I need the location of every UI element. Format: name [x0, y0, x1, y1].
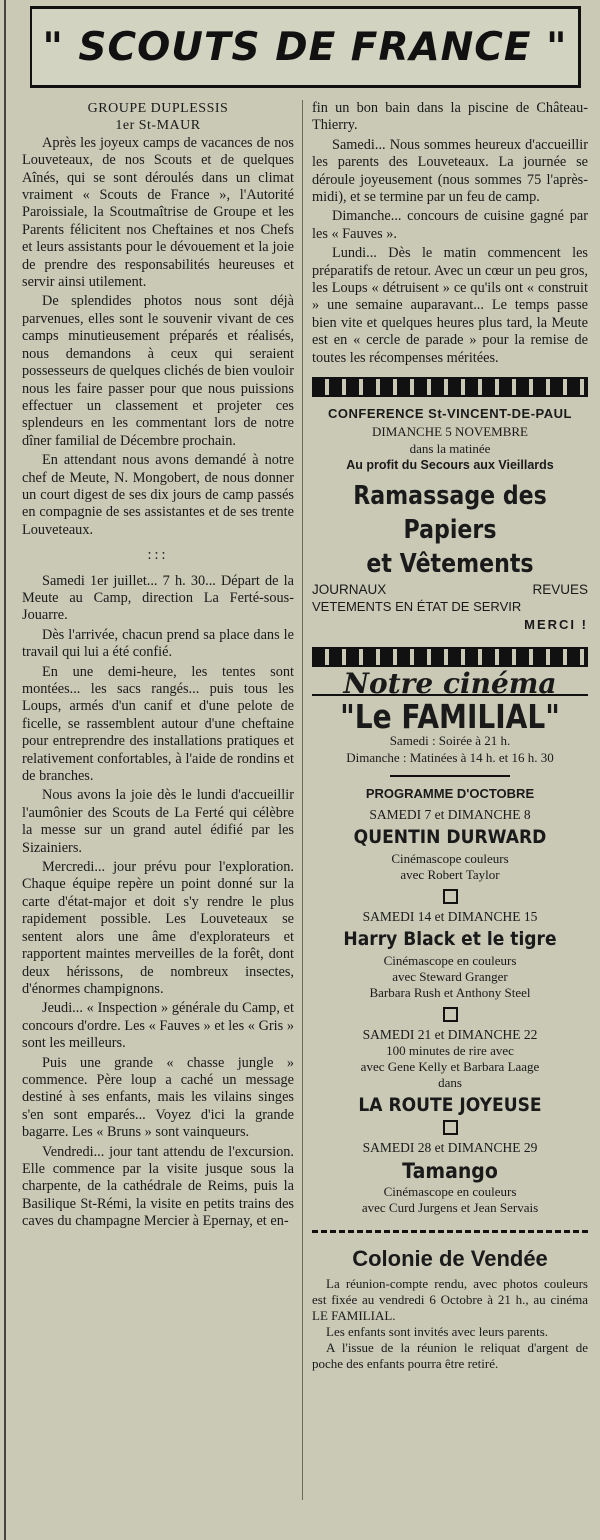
article-paragraph: Samedi... Nous sommes heureux d'accueillir les parents des Louveteaux. La journée se déroule joyeusement (nous sommes 75 l'après-midi), et se termine par un feu de camp. — [312, 136, 588, 206]
article-paragraph: Samedi 1er juillet... 7 h. 30... Départ de la Meute au Camp, direction La Ferté-sous-Jouarre. — [22, 572, 294, 624]
subgroup-name: 1er St-MAUR — [115, 118, 201, 134]
colonie-paragraph: Les enfants sont invités avec leurs parents. — [326, 1323, 549, 1339]
programme-title: PROGRAMME D'OCTOBRE — [365, 785, 535, 801]
cinema-hours-saturday: Samedi : Soirée à 21 h. — [389, 732, 511, 748]
film-description: 100 minutes de rire avec — [386, 1043, 514, 1058]
film-date: SAMEDI 28 et DIMANCHE 29 — [362, 1140, 538, 1156]
film-cast: avec Curd Jurgens et Jean Servais — [361, 1200, 539, 1216]
film-cast: avec Robert Taylor — [400, 866, 500, 882]
article-paragraph: Vendredi... jour tant attendu de l'excursion. Elle commence par la visite jusque sous la charpente, de la cathédrale de Reims, puis la Basilique St-Rémi, la visite en petits trains des caves du champagne Mercier à Epernay, et en- — [22, 1143, 294, 1230]
film-description: Cinémascope en couleurs — [383, 1184, 517, 1200]
article-paragraph: Nous avons la joie dès le lundi d'accueillir l'aumônier des Scouts de La Ferté qui célèbre la messe sur un grand autel édifié par les Sizainiers. — [22, 787, 294, 856]
film-cast: avec Gene Kelly et Barbara Laage — [360, 1059, 540, 1074]
page-edge-rule — [4, 0, 6, 1540]
article-paragraph: Puis une grande « chasse jungle » commence. Père loup a caché un message destiné à ses enfants, mais les vilains singes s'en sont emparés... Voyez d'ici la grande bagarre. Les « Bruns » sont vainqueurs. — [22, 1054, 294, 1141]
film-date: SAMEDI 14 et DIMANCHE 15 — [362, 908, 538, 924]
column-divider — [302, 100, 303, 1500]
merci-text: MERCI ! — [524, 616, 588, 632]
collection-line: VETEMENTS EN ÉTAT DE SERVIR — [312, 599, 522, 615]
left-column — [22, 100, 294, 1233]
article-paragraph: De splendides photos nous sont déjà parvenues, elles sont le souvenir vivant de ces camps minutieusement préparés et réalisés, nous demandons à ceux qui seraient possesseurs de quelques clichés de bien vouloir nous les faire passer pour que nous puissions effectuer un classement et projeter ces splendeurs en les commentant lors de notre dîner familial de Décembre prochain. — [22, 293, 294, 449]
conference-notice — [312, 405, 588, 633]
collection-headline: Ramassage des Papiers — [353, 480, 547, 545]
colonie-paragraph: A l'issue de la réunion le reliquat d'argent de poche des enfants pourra être retiré. — [312, 1339, 588, 1371]
cinema-section — [312, 666, 588, 1216]
film-title: Tamango — [402, 1158, 498, 1183]
colonie-paragraph: La réunion-compte rendu, avec photos couleurs est fixée au vendredi 6 Octobre à 21 h., au cinéma LE FAMILIAL. — [312, 1275, 588, 1323]
film-dans: dans — [438, 1075, 462, 1090]
collection-item-left: JOURNAUX — [312, 581, 387, 597]
collection-headline-2: et Vêtements — [366, 548, 534, 579]
conference-when: dans la matinée — [409, 440, 491, 456]
square-bullet-icon — [443, 1120, 458, 1135]
conference-title: CONFERENCE St-VINCENT-DE-PAUL — [328, 406, 572, 422]
film-cast-2: Barbara Rush et Anthony Steel — [369, 984, 531, 1000]
right-column — [312, 100, 588, 1372]
film-title: QUENTIN DURWARD — [353, 826, 547, 849]
film-description: Cinémascope couleurs — [391, 850, 509, 866]
group-name: GROUPE DUPLESSIS — [87, 101, 229, 116]
square-bullet-icon — [443, 1007, 458, 1022]
article-paragraph: Dès l'arrivée, chacun prend sa place dans le travail qui lui a été confié. — [22, 626, 294, 661]
square-bullet-icon — [443, 889, 458, 904]
collection-items — [312, 581, 588, 598]
divider — [390, 775, 510, 777]
film-title: Harry Black et le tigre — [343, 928, 557, 951]
masthead-title: " SCOUTS DE FRANCE " — [42, 24, 568, 70]
film-date: SAMEDI 21 et DIMANCHE 22 — [362, 1026, 538, 1042]
film-cast: avec Steward Granger — [392, 968, 508, 984]
article-paragraph: Dimanche... concours de cuisine gagné par les « Fauves ». — [312, 208, 588, 242]
section-separator: ::: — [147, 547, 169, 564]
cinema-hours-sunday: Dimanche : Matinées à 14 h. et 16 h. 30 — [346, 750, 554, 766]
dashed-divider — [312, 1230, 588, 1236]
article-paragraph: En attendant nous avons demandé à notre chef de Meute, N. Mongobert, de nous donner un court digest de ses dix jours de camp passés en compagnie de ses assistantes et de ses trente Louveteaux. — [22, 452, 294, 538]
article-paragraph: Lundi... Dès le matin commencent les préparatifs de retour. Avec un cœur un peu gros, les Loups « détruisent » ce qu'ils ont « construit » une semaine auparavant... Le temps passe bien vite et quelques heures plus tard, la Meute est en « cercle de parade » pour la remise de toutes les récompenses méritées. — [312, 245, 588, 366]
article-paragraph: Mercredi... jour prévu pour l'exploration. Chaque équipe repère un point donné sur la carte d'état-major et doit s'y rendre le plus rapidement possible. Les Louveteaux se sentent alors une âme d'explorateurs et rapportent maintes merveilles de la forêt, dont deux hérissons, de nombreux insectes, d'énormes champignons. — [22, 859, 294, 997]
article-paragraph: fin un bon bain dans la piscine de Château-Thierry. — [312, 100, 588, 134]
conference-date: DIMANCHE 5 NOVEMBRE — [372, 423, 528, 439]
decorative-bar — [312, 377, 588, 397]
collection-item-right: REVUES — [532, 581, 588, 597]
cinema-name: "Le FAMILIAL" — [340, 697, 560, 737]
colonie-title: Colonie de Vendée — [352, 1246, 548, 1272]
film-date: SAMEDI 7 et DIMANCHE 8 — [369, 806, 531, 822]
article-paragraph: Jeudi... « Inspection » générale du Camp, et concours d'ordre. Les « Fauves » et les « Gris » sont les meilleurs. — [22, 1000, 294, 1052]
decorative-bar — [312, 647, 588, 667]
article-paragraph: Après les joyeux camps de vacances de nos Louveteaux, de nos Scouts et de quelques Aînés, qui se sont déroulés dans un climat vraiment « Scouts de France », l'Autorité Paroissiale, la Scoutmaîtrise de Groupe et les Parents félicitent nos Cheftaines et nos Chefs et leurs assistants pour le dévouement et la joie de prendre des responsabilités heureuses et servir ainsi utilement. — [22, 134, 294, 291]
film-description: Cinémascope en couleurs — [383, 952, 517, 968]
conference-profit: Au profit du Secours aux Vieillards — [346, 458, 554, 473]
colonie-section — [312, 1246, 588, 1371]
film-title: LA ROUTE JOYEUSE — [358, 1094, 542, 1116]
masthead — [30, 6, 581, 88]
article-paragraph: En une demi-heure, les tentes sont montées... les sacs rangés... puis tous les Loups, armés d'un canif et d'une pelote de ficelle, se rassemblent autour d'une cheftaine pour entreprendre des installations pratiques et relativement confortables, à l'aide de rondins et de branches. — [22, 663, 294, 785]
cinema-heading: Notre cinéma — [312, 675, 588, 696]
